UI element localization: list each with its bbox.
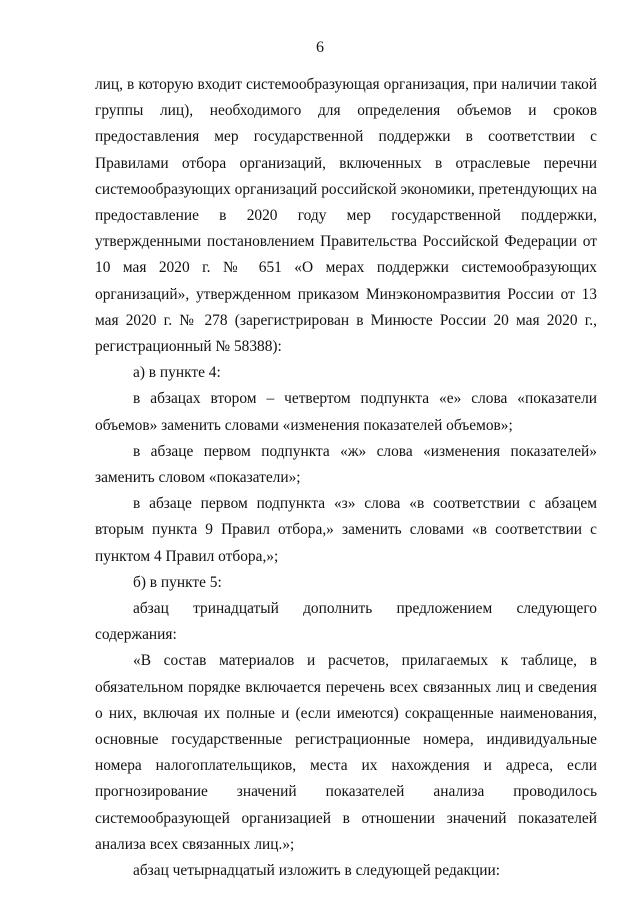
- document-body: [95, 72, 597, 884]
- paragraph: в абзацах втором – четвертом подпункта «е» слова «показатели объемов» заменить словами «изменения показателей объемов»;: [95, 390, 597, 434]
- paragraph: в абзаце первом подпункта «з» слова «в соответствии с абзацем вторым пункта 9 Правил отбора,» заменить словами «в соответствии с пунктом 4 Правил отбора,»;: [95, 495, 597, 565]
- paragraph: а) в пункте 4:: [133, 364, 221, 382]
- paragraph: лиц, в которую входит системообразующая организация, при наличии такой группы лиц), необходимого для определения объемов и сроков предоставления мер государственной поддержки в соответствии с Правилами отбора организаций, включенных в отраслевые перечни системообразующих организаций российской экономики, претендующих на предоставление в 2020 году мер государственной поддержки, утвержденными постановлением Правительства Российской Федерации от 10 мая 2020 г. № 651 «О мерах поддержки системообразующих организаций», утвержденном приказом Минэкономразвития России от 13 мая 2020 г. № 278 (зарегистрирован в Минюсте России 20 мая 2020 г., регистрационный № 58388):: [95, 76, 597, 356]
- paragraph: абзац четырнадцатый изложить в следующей редакции:: [133, 862, 500, 880]
- page-number: 6: [316, 39, 324, 56]
- paragraph: «В состав материалов и расчетов, прилагаемых к таблице, в обязательном порядке включается перечень всех связанных лиц и сведения о них, включая их полные и (если имеются) сокращенные наименования, основные государственные регистрационные номера, индивидуальные номера налогоплательщиков, места их нахождения и адреса, если прогнозирование значений показателей анализа проводилось системообразующей организацией в отношении значений показателей анализа всех связанных лиц.»;: [95, 652, 597, 853]
- paragraph: в абзаце первом подпункта «ж» слова «изменения показателей» заменить словом «показатели»;: [95, 442, 597, 487]
- paragraph: абзац тринадцатый дополнить предложением следующего содержания:: [95, 600, 597, 644]
- paragraph: б) в пункте 5:: [133, 573, 222, 591]
